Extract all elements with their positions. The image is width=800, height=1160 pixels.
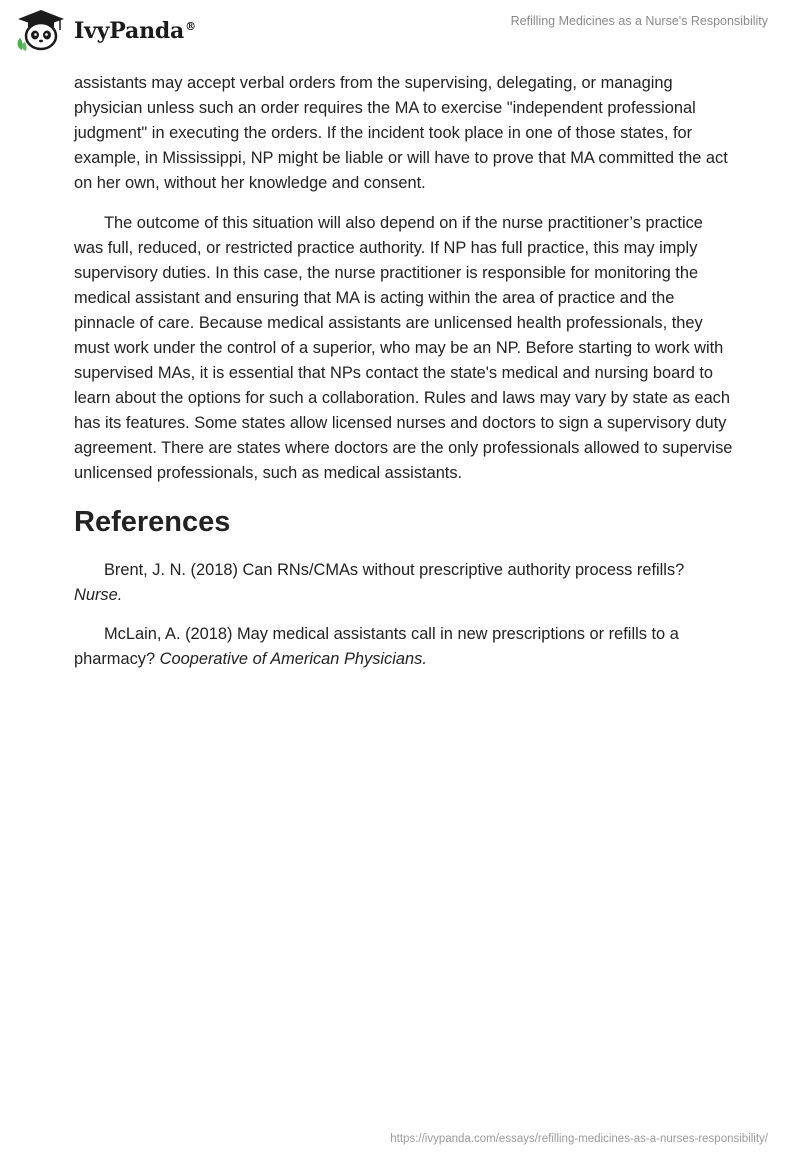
body-paragraph-1: assistants may accept verbal orders from the supervising, delegating, or managing physician unless such an order requires the MA to exercise "independent professional judgment" in executing the orders. If the incident took place in one of those states, for example, in Mississippi, NP might be liable or will have to prove that MA committed the act on her own, without her knowledge and consent. — [74, 74, 728, 192]
logo-wordmark: IvyPanda® — [74, 18, 196, 44]
running-title: Refilling Medicines as a Nurse's Responsibility — [510, 14, 768, 28]
references-list — [74, 558, 734, 672]
body-paragraph-2: The outcome of this situation will also depend on if the nurse practitioner’s practice was full, reduced, or restricted practice authority. If NP has full practice, this may imply supervisory duties. In this case, the nurse practitioner is responsible for monitoring the medical assistant and ensuring that MA is acting within the area of practice and the pinnacle of care. Because medical assistants are unlicensed health professionals, they must work under the control of a superior, who may be an NP. Before starting to work with supervised MAs, it is essential that NPs contact the state's medical and nursing board to learn about the options for such a collaboration. Rules and laws may vary by state as each has its features. Some states allow licensed nurses and doctors to sign a supervisory duty agreement. There are states where doctors are the only professionals allowed to supervise unlicensed professionals, such as medical assistants. — [74, 214, 733, 482]
essay-content — [74, 71, 734, 686]
reference-source: Cooperative of American Physicians. — [159, 650, 427, 668]
reference-item: McLain, A. (2018) May medical assistants call in new prescriptions or refills to a pharmacy? Cooperative of American Physicians. — [74, 625, 679, 668]
page-header — [0, 0, 800, 70]
ivypanda-logo[interactable] — [14, 8, 196, 52]
source-url[interactable]: https://ivypanda.com/essays/refilling-medicines-as-a-nurses-responsibility/ — [390, 1133, 768, 1145]
reference-source: Nurse. — [74, 586, 123, 604]
panda-graduate-icon — [14, 8, 68, 52]
reference-item: Brent, J. N. (2018) Can RNs/CMAs without prescriptive authority process refills? Nurse. — [74, 561, 685, 604]
references-heading: References — [74, 506, 231, 538]
